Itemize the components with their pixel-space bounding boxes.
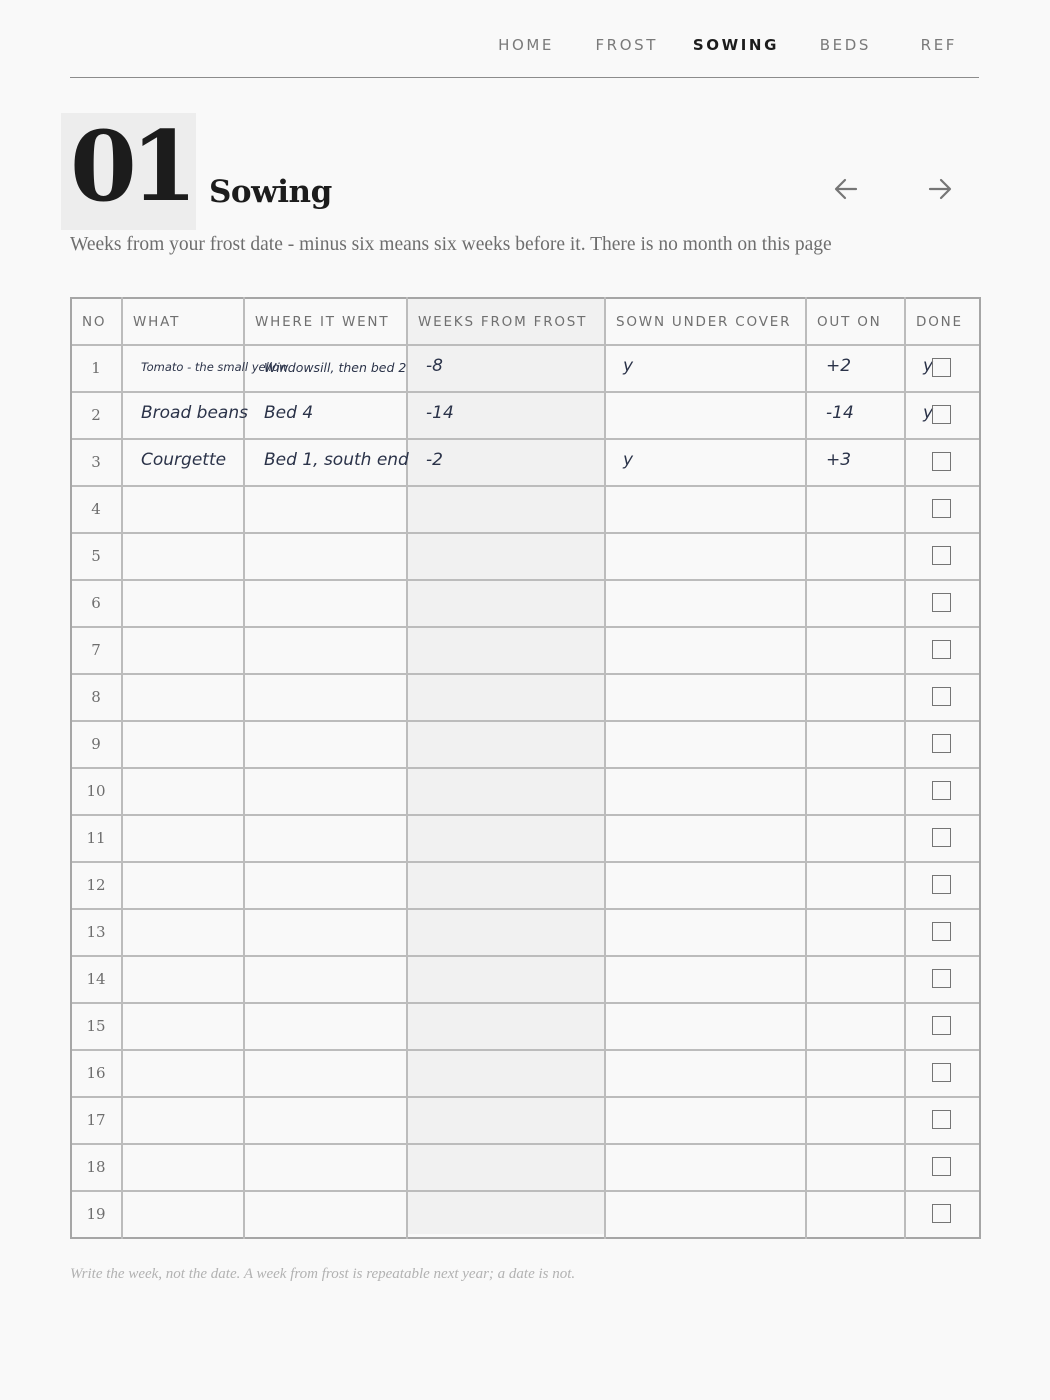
- next-page-button[interactable]: [925, 175, 955, 203]
- row-divider: [70, 1096, 981, 1098]
- cell-done-mark: y: [923, 356, 934, 376]
- row-divider: [70, 391, 981, 393]
- row-number: 12: [86, 876, 106, 894]
- done-checkbox[interactable]: [932, 922, 951, 941]
- done-checkbox[interactable]: [932, 640, 951, 659]
- row-number: 9: [91, 735, 101, 753]
- row-number: 10: [86, 782, 106, 800]
- page-title: Sowing: [209, 174, 332, 210]
- cell-what: Tomato - the small yellow: [141, 360, 289, 374]
- arrow-left-icon: [831, 175, 861, 203]
- nav-item-beds[interactable]: BEDS: [819, 36, 871, 54]
- cell-what: Courgette: [141, 450, 227, 470]
- row-number: 16: [86, 1064, 106, 1082]
- nav-item-frost[interactable]: FROST: [595, 36, 658, 54]
- row-number: 7: [91, 641, 101, 659]
- nav-item-ref[interactable]: REF: [920, 36, 957, 54]
- cell-out-on: +3: [826, 450, 852, 470]
- done-checkbox[interactable]: [932, 593, 951, 612]
- row-number: 11: [86, 829, 106, 847]
- done-checkbox[interactable]: [932, 734, 951, 753]
- row-divider: [70, 908, 981, 910]
- cell-out-on: -14: [826, 403, 854, 423]
- column-divider: [406, 297, 408, 1239]
- cell-weeks-from-frost: -8: [426, 356, 443, 376]
- column-header-sown-under-cover: SOWN UNDER COVER: [616, 314, 792, 330]
- row-number: 14: [86, 970, 106, 988]
- top-nav: [70, 0, 979, 78]
- row-divider: [70, 720, 981, 722]
- column-header-what: WHAT: [133, 314, 181, 330]
- column-header-out-on: OUT ON: [817, 314, 882, 330]
- column-header-no: NO: [82, 314, 107, 330]
- row-number: 6: [91, 594, 101, 612]
- column-header-done: DONE: [916, 314, 963, 330]
- row-number: 3: [91, 453, 101, 471]
- row-divider: [70, 955, 981, 957]
- column-header-weeks-from-frost: WEEKS FROM FROST: [418, 314, 588, 330]
- column-divider: [121, 297, 123, 1239]
- page-number: 01: [70, 110, 192, 223]
- cell-where: Bed 1, south end: [264, 450, 409, 470]
- cell-sown-under-cover: y: [623, 356, 634, 376]
- done-checkbox[interactable]: [932, 499, 951, 518]
- cell-sown-under-cover: y: [623, 450, 634, 470]
- done-checkbox[interactable]: [932, 1110, 951, 1129]
- footnote: Write the week, not the date. A week from frost is repeatable next year; a date is not.: [70, 1266, 576, 1282]
- row-divider: [70, 532, 981, 534]
- done-checkbox[interactable]: [932, 1157, 951, 1176]
- row-number: 19: [86, 1205, 106, 1223]
- column-divider: [979, 297, 981, 1239]
- cell-weeks-from-frost: -2: [426, 450, 443, 470]
- column-divider: [805, 297, 807, 1239]
- column-header-where: WHERE IT WENT: [255, 314, 390, 330]
- nav-item-sowing[interactable]: SOWING: [692, 36, 779, 54]
- cell-where: Windowsill, then bed 2: [264, 360, 407, 375]
- row-divider: [70, 1237, 981, 1239]
- column-divider: [904, 297, 906, 1239]
- row-divider: [70, 861, 981, 863]
- row-number: 18: [86, 1158, 106, 1176]
- done-checkbox[interactable]: [932, 1016, 951, 1035]
- row-number: 15: [86, 1017, 106, 1035]
- nav-item-home[interactable]: HOME: [498, 36, 554, 54]
- row-divider: [70, 579, 981, 581]
- done-checkbox[interactable]: [932, 1204, 951, 1223]
- page-subtitle: Weeks from your frost date - minus six means six weeks before it. There is no month on this page: [70, 234, 832, 255]
- row-divider: [70, 673, 981, 675]
- column-divider: [70, 297, 72, 1239]
- row-divider: [70, 767, 981, 769]
- done-checkbox[interactable]: [932, 1063, 951, 1082]
- row-number: 17: [86, 1111, 106, 1129]
- row-divider: [70, 1190, 981, 1192]
- cell-weeks-from-frost: -14: [426, 403, 454, 423]
- row-divider: [70, 1049, 981, 1051]
- row-divider: [70, 814, 981, 816]
- row-divider: [70, 626, 981, 628]
- prev-page-button[interactable]: [831, 175, 861, 203]
- done-checkbox[interactable]: [932, 452, 951, 471]
- cell-done-mark: y: [923, 403, 934, 423]
- done-checkbox[interactable]: [932, 687, 951, 706]
- done-checkbox[interactable]: [932, 405, 951, 424]
- row-divider: [70, 438, 981, 440]
- done-checkbox[interactable]: [932, 969, 951, 988]
- arrow-right-icon: [925, 175, 955, 203]
- row-divider: [70, 485, 981, 487]
- done-checkbox[interactable]: [932, 546, 951, 565]
- cell-out-on: +2: [826, 356, 852, 376]
- row-number: 1: [91, 359, 101, 377]
- row-number: 13: [86, 923, 106, 941]
- row-number: 8: [91, 688, 101, 706]
- row-divider: [70, 1002, 981, 1004]
- done-checkbox[interactable]: [932, 875, 951, 894]
- done-checkbox[interactable]: [932, 781, 951, 800]
- row-divider: [70, 1143, 981, 1145]
- table-border-top: [70, 297, 981, 299]
- cell-what: Broad beans: [141, 403, 248, 423]
- row-number: 2: [91, 406, 101, 424]
- done-checkbox[interactable]: [932, 358, 951, 377]
- column-divider: [243, 297, 245, 1239]
- done-checkbox[interactable]: [932, 828, 951, 847]
- header-divider: [70, 344, 981, 346]
- column-divider: [604, 297, 606, 1239]
- row-number: 5: [91, 547, 101, 565]
- row-number: 4: [91, 500, 101, 518]
- cell-where: Bed 4: [264, 403, 314, 423]
